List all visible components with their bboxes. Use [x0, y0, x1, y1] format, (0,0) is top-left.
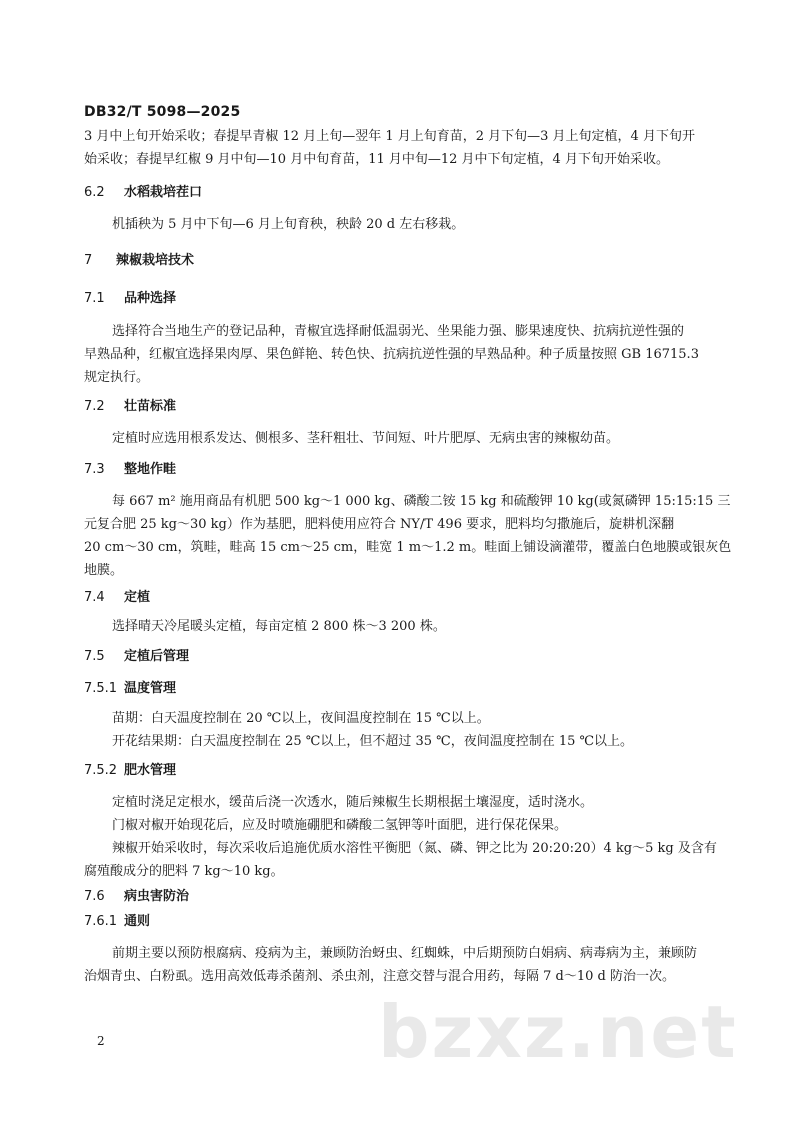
section-title: 肥水管理 — [124, 763, 177, 778]
section-number: 7.2 — [84, 399, 105, 414]
section-heading-7-6-1 — [84, 913, 150, 931]
text-line: 苗期：白天温度控制在 20 ℃以上，夜间温度控制在 15 ℃以上。 — [112, 711, 490, 726]
section-heading-7-5-2 — [84, 762, 176, 780]
text-line: 门椒对椒开始现花后，应及时喷施硼肥和磷酸二氢钾等叶面肥，进行保花保果。 — [112, 818, 568, 833]
section-title: 温度管理 — [124, 681, 177, 696]
section-number: 7.4 — [84, 590, 105, 605]
text-line: 元复合肥 25 kg～30 kg）作为基肥，肥料使用应符合 NY/T 496 要求，肥料均匀撒施后，旋耕机深翻 — [84, 517, 675, 532]
section-number: 7 — [84, 253, 93, 268]
section-title: 整地作畦 — [124, 462, 177, 477]
text-line: 定植时浇足定根水，缓苗后浇一次透水，随后辣椒生长期根据土壤湿度，适时浇水。 — [112, 795, 594, 810]
section-number: 7.6 — [84, 889, 105, 904]
text-line: 治烟青虫、白粉虱。选用高效低毒杀菌剂、杀虫剂，注意交替与混合用药，每隔 7 d～10 d 防治一次。 — [84, 969, 675, 984]
section-heading-6-2 — [84, 184, 202, 202]
page-number: 2 — [97, 1034, 105, 1048]
section-title: 通则 — [124, 914, 151, 929]
text-line: 开花结果期：白天温度控制在 25 ℃以上，但不超过 35 ℃，夜间温度控制在 15 ℃以上。 — [112, 734, 634, 749]
text-line: 机插秧为 5 月中下旬—6 月上旬育秧，秧龄 20 d 左右移栽。 — [112, 217, 465, 232]
section-title: 水稻栽培茬口 — [124, 185, 203, 200]
section-heading-7-5 — [84, 648, 189, 666]
text-line: 定植时应选用根系发达、侧根多、茎秆粗壮、节间短、叶片肥厚、无病虫害的辣椒幼苗。 — [112, 431, 620, 446]
section-number: 6.2 — [84, 185, 105, 200]
section-title: 品种选择 — [124, 291, 177, 306]
text-line: 选择符合当地生产的登记品种，青椒宜选择耐低温弱光、坐果能力强、膨果速度快、抗病抗逆性强的 — [112, 324, 685, 339]
section-heading-7-2 — [84, 398, 176, 416]
standard-code: DB32/T 5098—2025 — [84, 104, 241, 120]
text-line: 3 月中上旬开始采收；春提早青椒 12 月上旬—翌年 1 月上旬育苗，2 月下旬—3 月上旬定植，4 月下旬开 — [84, 129, 695, 144]
text-line: 每 667 m² 施用商品有机肥 500 kg～1 000 kg、磷酸二铵 15 kg 和硫酸钾 10 kg(或氮磷钾 15:15:15 三 — [112, 494, 731, 509]
text-line: 20 cm～30 cm，筑畦，畦高 15 cm～25 cm，畦宽 1 m～1.2 m。畦面上铺设滴灌带，覆盖白色地膜或银灰色 — [84, 540, 732, 555]
section-title: 病虫害防治 — [124, 889, 190, 904]
section-title: 壮苗标准 — [124, 399, 177, 414]
section-number: 7.5.1 — [84, 681, 118, 696]
section-number: 7.3 — [84, 462, 105, 477]
section-heading-7-3 — [84, 461, 176, 479]
section-number: 7.5 — [84, 649, 105, 664]
text-line: 地膜。 — [84, 563, 124, 578]
watermark: bzxz.net — [378, 990, 738, 1074]
text-line: 始采收；春提早红椒 9 月中旬—10 月中旬育苗，11 月中旬—12 月中下旬定植，4 月下旬开始采收。 — [84, 152, 669, 167]
section-number: 7.1 — [84, 291, 105, 306]
text-line: 辣椒开始采收时，每次采收后追施优质水溶性平衡肥（氮、磷、钾之比为 20:20:20）4 kg～5 kg 及含有 — [112, 841, 717, 856]
section-title: 定植后管理 — [124, 649, 190, 664]
text-line: 规定执行。 — [84, 370, 150, 385]
section-number: 7.6.1 — [84, 914, 118, 929]
section-number: 7.5.2 — [84, 763, 118, 778]
text-line: 早熟品种，红椒宜选择果肉厚、果色鲜艳、转色快、抗病抗逆性强的早熟品种。种子质量按照 GB 16715.3 — [84, 347, 699, 362]
text-line: 腐殖酸成分的肥料 7 kg～10 kg。 — [84, 864, 284, 879]
section-heading-7 — [84, 252, 194, 270]
section-title: 定植 — [124, 590, 151, 605]
section-heading-7-4 — [84, 589, 150, 607]
section-heading-7-1 — [84, 290, 176, 308]
section-title: 辣椒栽培技术 — [116, 253, 195, 268]
text-line: 前期主要以预防根腐病、疫病为主，兼顾防治蚜虫、红蜘蛛，中后期预防白娟病、病毒病为主，兼顾防 — [112, 946, 698, 961]
section-heading-7-6 — [84, 888, 189, 906]
text-line: 选择晴天冷尾暖头定植，每亩定植 2 800 株～3 200 株。 — [112, 619, 446, 634]
section-heading-7-5-1 — [84, 680, 176, 698]
